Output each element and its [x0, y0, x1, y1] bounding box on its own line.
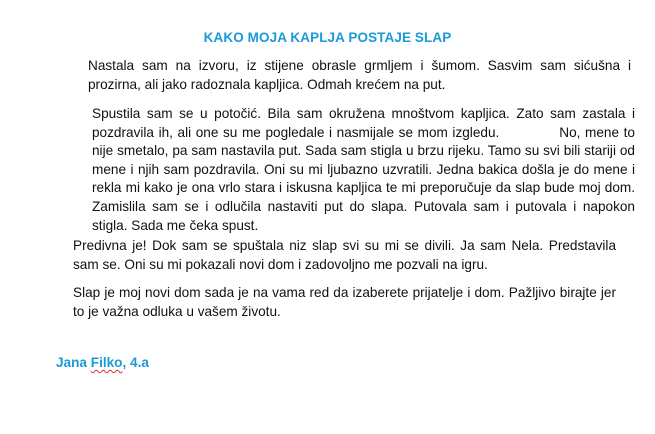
paragraph-2-text-part-2: No, mene to nije smetalo, pa sam nastavila put. Sada sam stigla u brzu rijeku. Tamo su svi bili stariji od mene i njih sam pozdravila. Oni su mi ljubazno uzvratili. Jedna bakica došla je do mene i rekla mi kako je ona vrlo stara i iskusna kapljica te mi preporučuje da slap bude moj dom. Zamislila sam se i odlučila nastaviti put do slapa. Putovala sam i putovala i napokon stigla. Sada me čeka spust.: [92, 124, 635, 233]
paragraph-4: [56, 284, 616, 321]
paragraph-2: [56, 105, 635, 235]
paragraph-3: [56, 237, 616, 274]
paragraph-3-text: Predivna je! Dok sam se spuštala niz slap svi su mi se divili. Ja sam Nela. Predstavila sam se. Oni su mi pokazali novi dom i zadovoljno me pozvali na igru.: [73, 238, 616, 272]
paragraph-4-text: Slap je moj novi dom sada je na vama red da izaberete prijatelje i dom. Pažljivo birajte jer to je važna odluka u vašem životu.: [73, 285, 616, 319]
paragraph-1: [56, 57, 631, 94]
author-signature: [56, 355, 149, 370]
author-first-name: Jana: [56, 355, 87, 370]
author-surname: Filko: [90, 355, 123, 370]
paragraph-2-text-part-1: Spustila sam se u potočić. Bila sam okružena mnoštvom kapljica. Zato sam zastala i pozdravila ih, ali one su me pogledale i nasmijale se mom izgledu.: [92, 106, 635, 140]
paragraph-1-text: Nastala sam na izvoru, iz stijene obrasle grmljem i šumom. Sasvim sam sićušna i prozirna, ali jako radoznala kapljica. Odmah krećem na put.: [88, 58, 631, 92]
author-class: , 4.a: [122, 355, 149, 370]
document-title: KAKO MOJA KAPLJA POSTAJE SLAP: [203, 30, 452, 45]
